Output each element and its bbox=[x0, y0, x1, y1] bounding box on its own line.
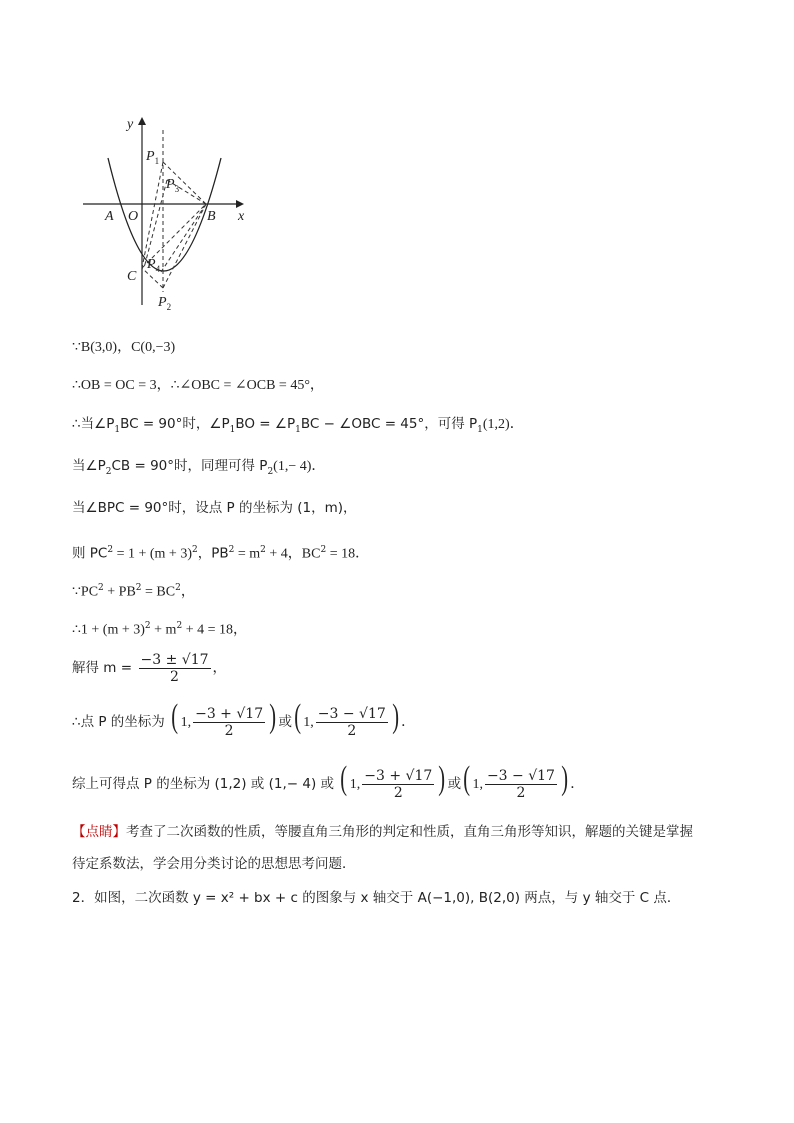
line-case-p2: 当$\angle P_2CB = 90^\circ$时，同理可得 $P_2(1,- 4)$． bbox=[72, 458, 326, 477]
label-x: x bbox=[238, 209, 245, 224]
line-equation: ∴1 + $(m + 3)^2 + m^2 + 4 = 18$， bbox=[72, 621, 247, 638]
fraction-m: $\frac{-3 \pm √17}{2}$ bbox=[140, 651, 209, 685]
segment-p3-c bbox=[144, 180, 167, 268]
parabola-curve bbox=[108, 158, 221, 271]
line-case-p1: ∴当$\angle P_1BC = 90^\circ$时，$\angle P_1BO$ = $\angle P_1BC$ − ∠OBC = 45°，可得 $P_1(1,2)$． bbox=[72, 416, 524, 435]
segment-p2-b bbox=[163, 204, 206, 288]
problem-2: 2．如图，二次函数 y = x² + bx + c 的图象与 x 轴交于 A(−1,0), B(2,0) 两点，与 y 轴交于 C 点． bbox=[72, 890, 681, 906]
line-summary: 综上可得点 P 的坐标为 (1,2) 或 (1,− 4) 或 ( 1, $\frac{-3 + √17}{2}$ ) 或( 1, $\frac{-3 - √17}{2}$ ) ． bbox=[72, 760, 585, 801]
label-c: C bbox=[127, 269, 137, 284]
line-ob-oc: ∴OB = OC = 3，∴∠OBC = ∠OCB = 45°， bbox=[72, 378, 324, 393]
parabola-figure bbox=[78, 110, 258, 315]
label-p3: $P_3$ bbox=[166, 177, 180, 194]
line-comment: 【点睛】考查了二次函数的性质，等腰直角三角形的判定和性质，直角三角形等知识，解题的关键是掌握 bbox=[72, 824, 693, 840]
label-o: O bbox=[128, 209, 139, 224]
line-case-bpc: 当∠BPC = 90°时，设点 P 的坐标为 (1，m)， bbox=[72, 500, 357, 516]
x-axis-arrow bbox=[236, 200, 244, 208]
label-p2: $P_2$ bbox=[158, 295, 172, 312]
label-b: B bbox=[207, 209, 216, 224]
segment-p1-c bbox=[142, 162, 163, 268]
label-y: y bbox=[127, 117, 134, 132]
y-axis-arrow bbox=[138, 117, 146, 125]
line-solve-m: 解得 m = $\frac{-3 \pm √17}{2}$ ， bbox=[72, 651, 227, 685]
label-p4: $P_4$ bbox=[147, 257, 161, 274]
comment-tag: 【点睛】 bbox=[72, 824, 126, 840]
line-p-coordinates: ∴点 P 的坐标为 ( 1, $\frac{-3 + √17}{2}$ ) 或( 1, $\frac{-3 - √17}{2}$ ) ． bbox=[72, 698, 416, 739]
line-pythagoras: $\because PC^2 + PB^2 = BC^2$， bbox=[72, 583, 195, 600]
line-comment-cont: 待定系数法，学会用分类讨论的思想思考问题． bbox=[72, 856, 356, 872]
line-given-points: ∵B(3,0)，C(0,−3) bbox=[72, 340, 176, 355]
label-a: A bbox=[105, 209, 114, 224]
segment-p4-b bbox=[161, 204, 206, 272]
label-p1: $P_1$ bbox=[146, 149, 160, 166]
line-distances: 则 $PC^2 = 1 + (m + 3)^2$，$PB^2 = m^2 + 4$，$BC^2 = 18$． bbox=[72, 545, 370, 562]
